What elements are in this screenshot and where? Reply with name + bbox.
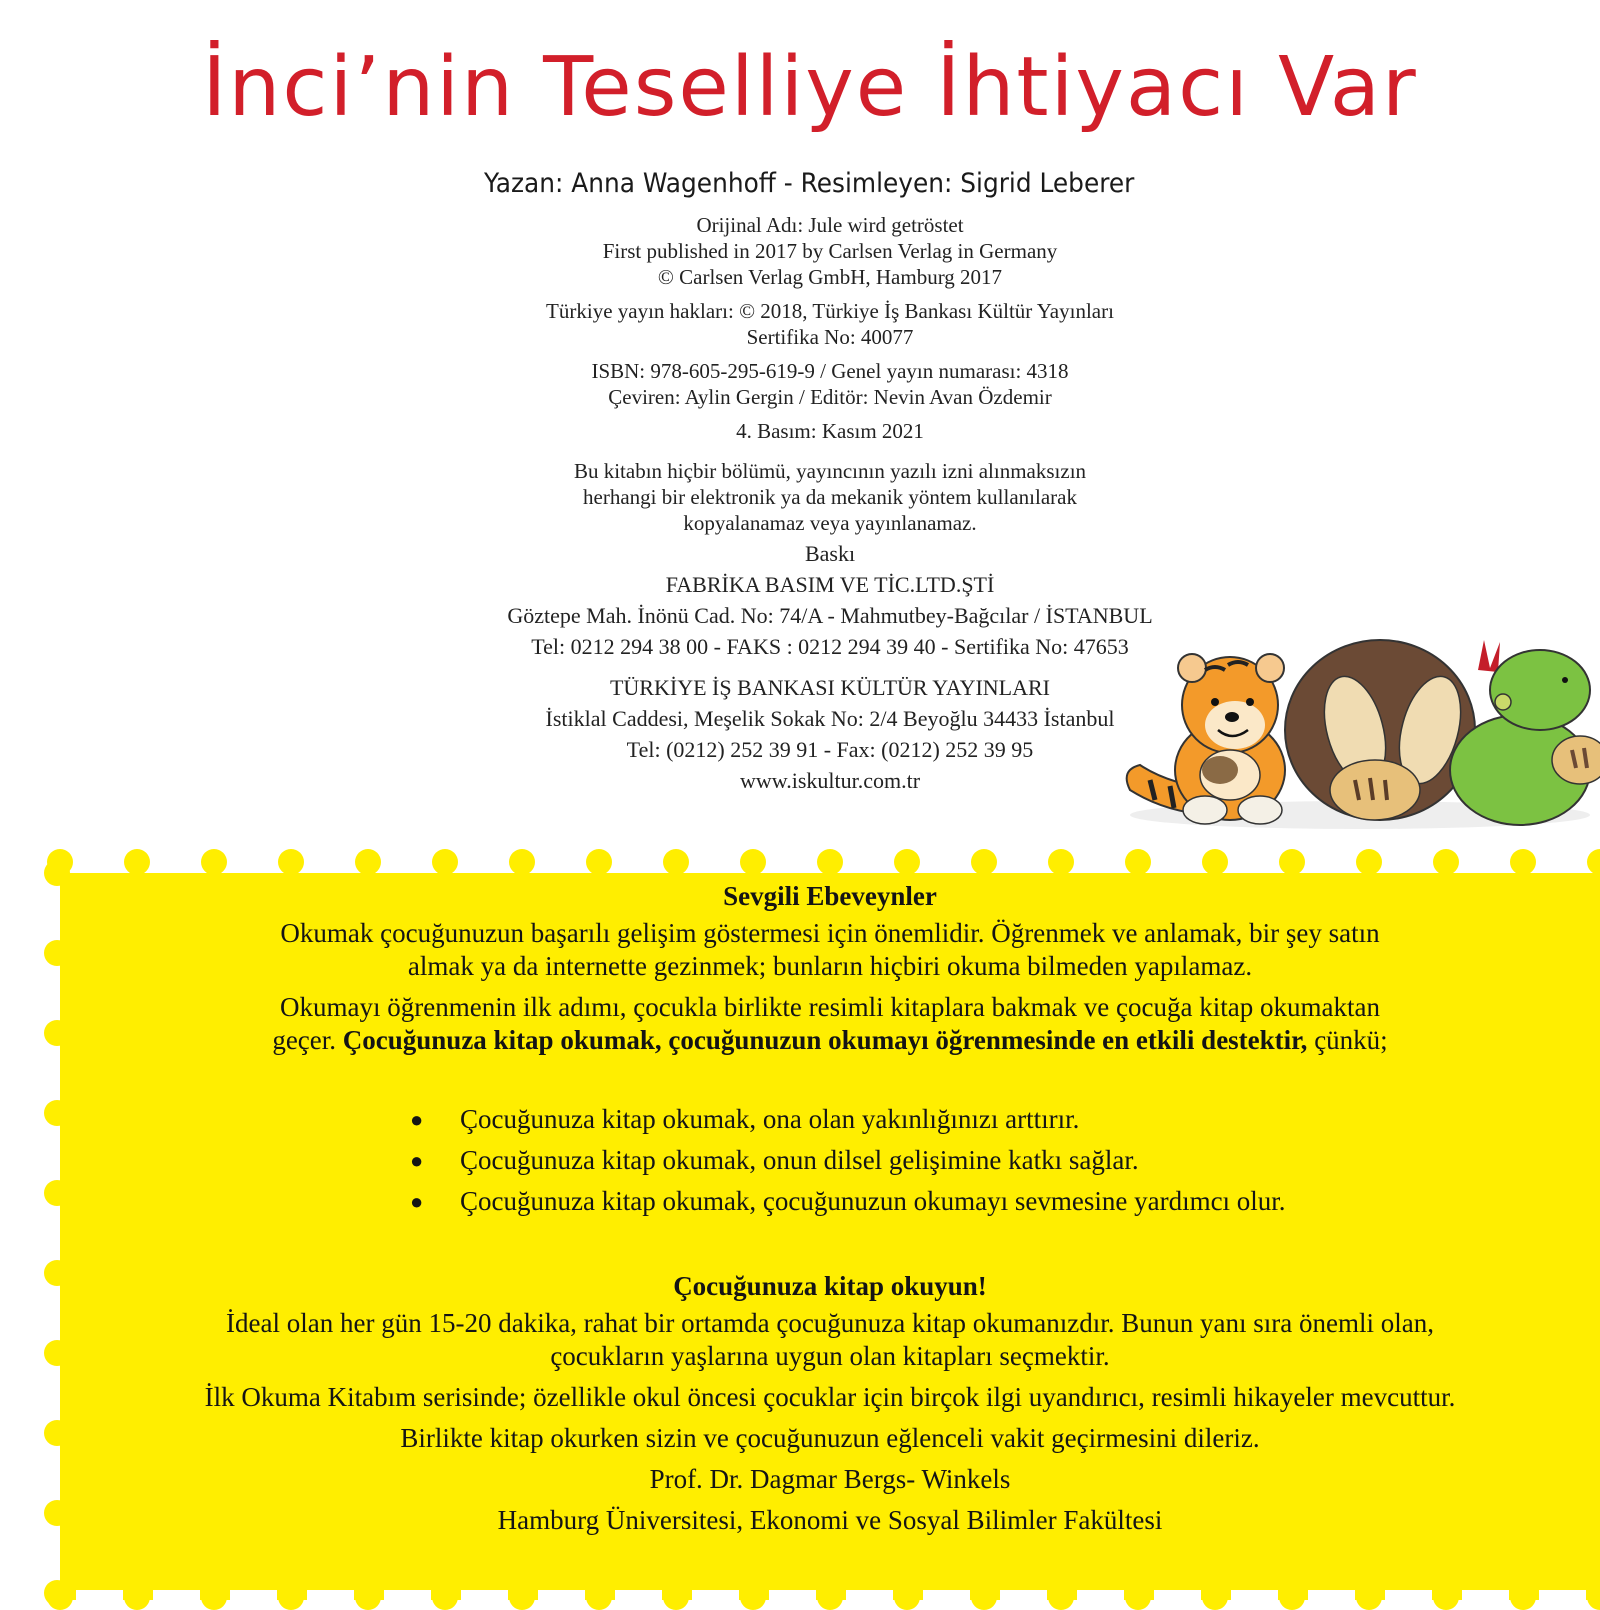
ideal-reading-line: İdeal olan her gün 15-20 dakika, rahat bir ortamda çocuğunuza kitap okumanızdır. Bunun yanı sıra önemli olan, xyxy=(226,1308,1434,1338)
print-label: Baskı xyxy=(804,541,856,566)
edition-info xyxy=(420,418,1240,444)
bullet-icon: ● xyxy=(410,1107,424,1132)
reading-step-suffix: çünkü; xyxy=(1307,1025,1388,1055)
publisher-address: İstiklal Caddesi, Meşelik Sokak No: 2/4 Beyoğlu 34433 İstanbul xyxy=(545,706,1115,731)
reading-first-step-paragraph xyxy=(140,991,1520,1057)
read-to-child-heading: Çocuğunuza kitap okuyun! xyxy=(673,1271,987,1301)
printer-address: Göztepe Mah. İnönü Cad. No: 74/A - Mahmutbey-Bağcılar / İSTANBUL xyxy=(507,603,1153,628)
publisher-website: www.iskultur.com.tr xyxy=(739,768,921,793)
author-illustrator-byline: Yazan: Anna Wagenhoff - Resimleyen: Sigrid Leberer xyxy=(483,168,1135,199)
bullet-icon: ● xyxy=(410,1189,424,1214)
reading-step-prefix: geçer. xyxy=(272,1025,343,1055)
ideal-reading-paragraph xyxy=(140,1307,1520,1373)
turkish-rights-info xyxy=(420,298,1240,350)
printer-contact: Tel: 0212 294 38 00 - FAKS : 0212 294 39 40 - Sertifika No: 47653 xyxy=(531,634,1129,659)
series-paragraph: İlk Okuma Kitabım serisinde; özellikle okul öncesi çocuklar için birçok ilgi uyandırıcı, resimli hikayeler mevcuttur. xyxy=(204,1382,1456,1412)
isbn: ISBN: 978-605-295-619-9 / Genel yayın numarası: 4318 xyxy=(591,359,1069,383)
intro-line: Okumak çocuğunuzun başarılı gelişim göstermesi için önemlidir. Öğrenmek ve anlamak, bir şey satın xyxy=(280,918,1380,948)
benefit-item: ● Çocuğunuza kitap okumak, onun dilsel gelişimine katkı sağlar. xyxy=(410,1140,1600,1181)
plush-toys-illustration xyxy=(1110,620,1600,840)
benefit-item: ● Çocuğunuza kitap okumak, çocuğunuzun okumayı sevmesine yardımcı olur. xyxy=(410,1181,1600,1222)
bullet-icon: ● xyxy=(410,1148,424,1173)
signature-affiliation: Hamburg Üniversitesi, Ekonomi ve Sosyal Bilimler Fakültesi xyxy=(497,1505,1163,1535)
copy-notice-line: Bu kitabın hiçbir bölümü, yayıncının yazılı izni alınmaksızın xyxy=(573,459,1087,483)
reading-step-line: Okumayı öğrenmenin ilk adımı, çocukla birlikte resimli kitaplara bakmak ve çocuğa kitap okumaktan xyxy=(280,992,1380,1022)
copy-notice-line: kopyalanamaz veya yayınlanamaz. xyxy=(683,511,977,535)
original-title: Orijinal Adı: Jule wird getröstet xyxy=(696,213,964,237)
copy-notice-line: herhangi bir elektronik ya da mekanik yöntem kullanılarak xyxy=(583,485,1077,509)
translator-editor: Çeviren: Aylin Gergin / Editör: Nevin Avan Özdemir xyxy=(608,385,1052,409)
copy-notice xyxy=(420,458,1240,536)
reading-step-emphasis: Çocuğunuza kitap okumak, çocuğunuzun okumayı öğrenmesinde en etkili destektir, xyxy=(342,1025,1308,1055)
intro-line: almak ya da internette gezinmek; bunların hiçbiri okuma bilmeden yapılamaz. xyxy=(407,951,1253,981)
publisher-contact: Tel: (0212) 252 39 91 - Fax: (0212) 252 39 95 xyxy=(626,737,1034,762)
ideal-reading-line: çocukların yaşlarına uygun olan kitapları seçmektir. xyxy=(550,1341,1110,1371)
original-copyright: © Carlsen Verlag GmbH, Hamburg 2017 xyxy=(657,265,1003,289)
first-published: First published in 2017 by Carlsen Verlag in Germany xyxy=(602,239,1058,263)
isbn-info xyxy=(420,358,1240,410)
parents-note xyxy=(140,880,1520,1545)
printer-name: FABRİKA BASIM VE TİC.LTD.ŞTİ xyxy=(665,572,995,597)
intro-paragraph xyxy=(140,917,1520,983)
publisher-name: TÜRKİYE İŞ BANKASI KÜLTÜR YAYINLARI xyxy=(609,675,1050,700)
parents-note-heading: Sevgili Ebeveynler xyxy=(723,881,937,911)
wishes-paragraph: Birlikte kitap okurken sizin ve çocuğunuzun eğlenceli vakit geçirmesini dileriz. xyxy=(400,1423,1260,1453)
edition: 4. Basım: Kasım 2021 xyxy=(736,419,924,443)
certificate-number: Sertifika No: 40077 xyxy=(746,325,914,349)
signature-name: Prof. Dr. Dagmar Bergs- Winkels xyxy=(649,1464,1011,1494)
book-title: İnci’nin Teselliye İhtiyacı Var xyxy=(202,40,1418,135)
benefits-list xyxy=(410,1099,1600,1222)
benefit-item: ● Çocuğunuza kitap okumak, ona olan yakınlığınızı arttırır. xyxy=(410,1099,1600,1140)
original-edition-info xyxy=(420,212,1240,290)
turkish-rights: Türkiye yayın hakları: © 2018, Türkiye İş Bankası Kültür Yayınları xyxy=(546,299,1114,323)
